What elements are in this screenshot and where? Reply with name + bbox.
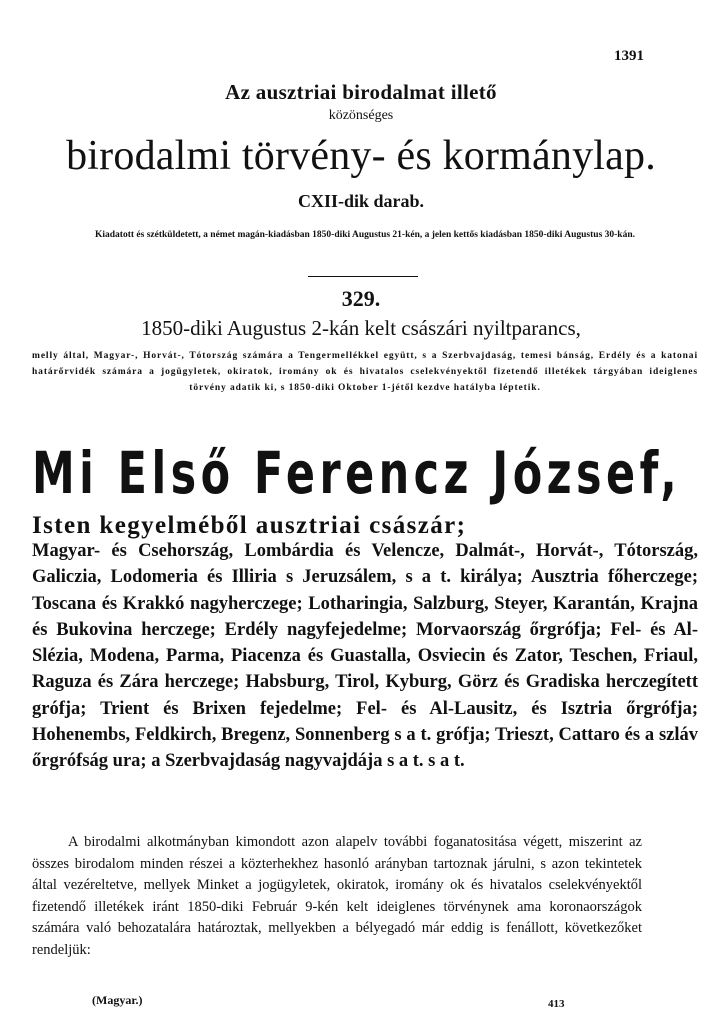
gazette-title: birodalmi törvény- és kormánylap.	[66, 133, 656, 179]
emperor-name: Mi Első Ferencz József,	[32, 439, 682, 507]
patent-subject: melly által, Magyar-, Horvát-, Tótország számára a Tengermellékkel együtt, s a Szerbvajdaság, temesi bánság, Erdély és a katonai határőrvidék számára a jogügyletek, okiratok, iromány ok és hivatalos cselekvényektől fizetendő illetékek tárgyában ideiglenes törvény adatik ki, s 1850-diki Oktober 1-jétől kezdve hatályba léptetik.	[32, 351, 698, 393]
footer-language: (Magyar.)	[92, 993, 143, 1007]
emperor-titles: Magyar- és Csehország, Lombárdia és Velencze, Dalmát-, Horvát-, Tótország, Galiczia, Lodomeria és Illiria s Jeruzsálem, s a t. királya; Ausztria főherczege; Toscana és Krakkó nagyherczege; Lotharingia, Salzburg, Steyer, Karantán, Krajna és Bukovina herczege; Erdély nagyfejedelme; Morvaország őrgrófja; Fel- és Al-Slézia, Modena, Parma, Piacenza és Guastalla, Osviecin és Zator, Teschen, Friaul, Raguza és Zára herczege; Habsburg, Tirol, Kyburg, Görz és Gradiska herczegített grófja; Trient és Brixen fejedelme; Fel- és Al-Lausitz, és Isztria őrgrófja; Hohenembs, Feldkirch, Bregenz, Sonnenberg s a t. grófja; Trieszt, Cattaro és a szláv őrgrófság ura; a Szerbvajdaság nagyvajdája s a t. s a t.	[32, 541, 698, 772]
patent-title: 1850-diki Augustus 2-kán kelt császári nyiltparancs,	[141, 316, 581, 340]
footer-sheet-number: 413	[548, 998, 565, 1010]
grace-line: Isten kegyelméből ausztriai császár;	[32, 512, 467, 539]
body-paragraph: A birodalmi alkotmányban kimondott azon alapelv további foganatositása végett, miszerint az összes birodalom minden részei a közterhekhez hasonló arányban tartoznak járulni, s azon tekintetek által vezéreltetve, mellyek Minket a jogügyletek, okiratok, iromány ok és hivatalos cselekvényektől fizetendő illetékek iránt 1850-diki Február 9-kén kelt ideiglenes törvénynek ama koronaországok számára való behozatalára határoztak, mellyekben a bélyegadó már eddig is fenállott, következőket rendeljük:	[32, 834, 642, 958]
header-line-1: Az ausztriai birodalmat illető	[225, 80, 497, 104]
header-line-2: közönséges	[328, 108, 394, 123]
page-number: 1391	[614, 48, 644, 64]
part-number: CXII-dik darab.	[297, 191, 425, 211]
document-number: 329.	[341, 286, 381, 311]
divider-rule	[308, 276, 418, 277]
issued-note: Kiadatott és szétküldetett, a német magán-kiadásban 1850-diki Augustus 21-kén, a jelen kettős kiadásban 1850-diki Augustus 30-kán.	[95, 230, 635, 240]
